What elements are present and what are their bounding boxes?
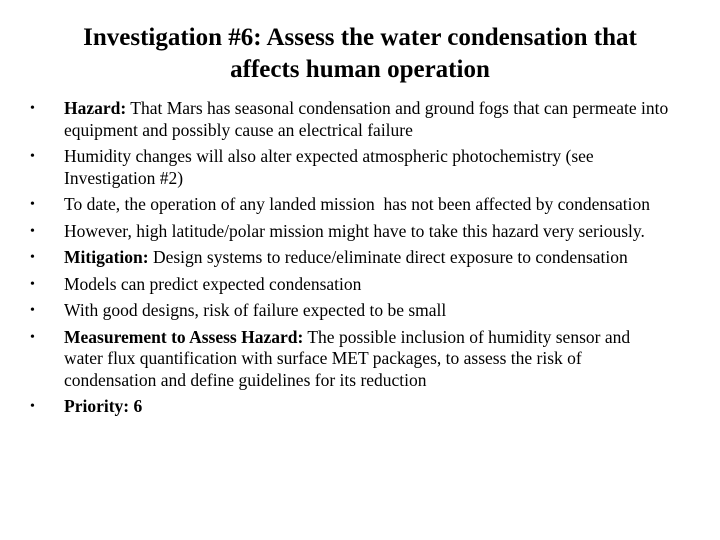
bullet-lead: Measurement to Assess Hazard:: [64, 326, 304, 347]
bullet-item-good-designs: [30, 300, 670, 322]
bullet-text: Models can predict expected condensation: [64, 273, 362, 294]
bullet-marker: •: [30, 250, 35, 265]
bullet-text: Design systems to reduce/eliminate direct exposure to condensation: [148, 247, 628, 267]
bullet-item-humidity: [30, 146, 670, 189]
bullet-text: The possible inclusion of humidity sensor and water flux quantification with surface MET packages, to assess the risk of condensation and define guidelines for its reduction: [64, 326, 631, 390]
bullet-text: Humidity changes will also alter expected atmospheric photochemistry (see Investigation #2): [64, 146, 594, 188]
bullet-item-hazard: [30, 98, 670, 141]
bullet-marker: •: [30, 149, 35, 164]
bullet-lead: Priority: 6: [64, 396, 143, 416]
bullet-item-mitigation: [30, 247, 670, 269]
bullet-item-measurement: [30, 327, 670, 392]
bullet-text: That Mars has seasonal condensation and ground fogs that can permeate into equipment and possibly cause an electrical failure: [64, 98, 669, 140]
bullet-text: However, high latitude/polar mission might have to take this hazard very seriously.: [64, 220, 645, 241]
bullet-marker: •: [30, 276, 35, 292]
slide-title-line-1: Investigation #6: Assess the water condensation that: [83, 24, 637, 51]
bullet-lead: Hazard:: [64, 98, 127, 118]
bullet-item-models: [30, 274, 670, 296]
bullet-item-to-date: [30, 194, 670, 216]
bullet-text: To date, the operation of any landed mission has not been affected by condensation: [64, 194, 650, 214]
bullet-lead: Mitigation:: [64, 247, 149, 267]
bullet-item-however: [30, 221, 670, 243]
slide-title: [30, 22, 690, 86]
bullet-marker: •: [30, 197, 35, 212]
bullet-marker: •: [30, 303, 35, 318]
bullet-text: With good designs, risk of failure expected to be small: [64, 300, 447, 320]
bullet-marker: •: [30, 399, 35, 414]
slide-title-line-2: affects human operation: [230, 56, 490, 83]
bullet-item-priority: [30, 396, 670, 418]
bullet-list: [30, 98, 670, 423]
bullet-marker: •: [30, 329, 35, 345]
bullet-marker: •: [30, 101, 35, 116]
bullet-marker: •: [30, 223, 35, 239]
